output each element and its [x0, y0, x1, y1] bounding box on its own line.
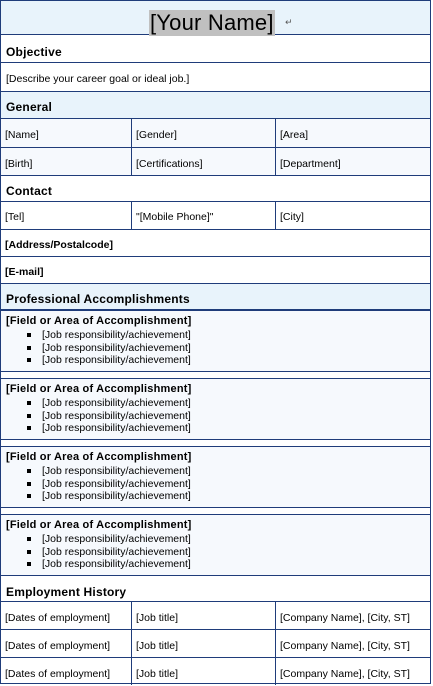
department-field[interactable]: [Department] [280, 158, 341, 170]
achievement-item[interactable]: [Job responsibility/achievement] [27, 490, 191, 503]
employment-row [1, 602, 430, 630]
accomplishment-group [1, 378, 430, 440]
accomplishment-field[interactable]: [Field or Area of Accomplishment] [6, 383, 192, 395]
achievement-list [27, 533, 191, 571]
job-title[interactable]: [Job title] [136, 640, 179, 652]
achievement-item[interactable]: [Job responsibility/achievement] [27, 533, 191, 546]
accomplishment-group [1, 446, 430, 508]
gender-field[interactable]: [Gender] [136, 129, 177, 141]
contact-heading: Contact [6, 184, 53, 198]
achievement-list [27, 329, 191, 367]
general-row-1 [1, 119, 430, 148]
accomplishment-field[interactable]: [Field or Area of Accomplishment] [6, 451, 192, 463]
accomplishments-heading: Professional Accomplishments [6, 292, 190, 306]
column-divider [275, 119, 276, 176]
birth-field[interactable]: [Birth] [5, 158, 33, 170]
job-title[interactable]: [Job title] [136, 668, 179, 680]
employment-row [1, 630, 430, 658]
general-header [1, 92, 430, 119]
job-title[interactable]: [Job title] [136, 612, 179, 624]
accomplishments-header [1, 284, 430, 310]
objective-row [1, 63, 430, 92]
achievement-item[interactable]: [Job responsibility/achievement] [27, 546, 191, 559]
achievement-item[interactable]: [Job responsibility/achievement] [27, 410, 191, 423]
certifications-field[interactable]: [Certifications] [136, 158, 203, 170]
area-field[interactable]: [Area] [280, 129, 309, 141]
mobile-phone-field[interactable]: "[Mobile Phone]" [136, 211, 214, 223]
name-field[interactable]: [Name] [5, 129, 39, 141]
tel-field[interactable]: [Tel] [5, 211, 25, 223]
column-divider [275, 602, 276, 685]
column-divider [131, 202, 132, 230]
achievement-item[interactable]: [Job responsibility/achievement] [27, 465, 191, 478]
contact-header [1, 176, 430, 202]
achievement-list [27, 465, 191, 503]
address-row [1, 230, 430, 257]
address-field[interactable]: [Address/Postalcode] [5, 239, 113, 251]
email-field[interactable]: [E-mail] [5, 266, 44, 278]
accomplishment-field[interactable]: [Field or Area of Accomplishment] [6, 519, 192, 531]
company-location[interactable]: [Company Name], [City, ST] [280, 668, 410, 680]
paragraph-mark: ↵ [285, 17, 293, 27]
city-field[interactable]: [City] [280, 211, 304, 223]
achievement-list [27, 397, 191, 435]
objective-header [1, 35, 430, 63]
column-divider [131, 119, 132, 176]
column-divider [275, 202, 276, 230]
resume-title[interactable]: [Your Name] [150, 10, 274, 35]
accomplishment-group [1, 310, 430, 372]
general-row-2 [1, 148, 430, 176]
dates-of-employment[interactable]: [Dates of employment] [5, 668, 111, 680]
achievement-item[interactable]: [Job responsibility/achievement] [27, 329, 191, 342]
dates-of-employment[interactable]: [Dates of employment] [5, 640, 111, 652]
achievement-item[interactable]: [Job responsibility/achievement] [27, 558, 191, 571]
achievement-item[interactable]: [Job responsibility/achievement] [27, 422, 191, 435]
company-location[interactable]: [Company Name], [City, ST] [280, 612, 410, 624]
employment-row [1, 658, 430, 685]
achievement-item[interactable]: [Job responsibility/achievement] [27, 354, 191, 367]
accomplishment-field[interactable]: [Field or Area of Accomplishment] [6, 315, 192, 327]
employment-heading: Employment History [6, 585, 127, 599]
dates-of-employment[interactable]: [Dates of employment] [5, 612, 111, 624]
accomplishment-group [1, 514, 430, 576]
title-band [1, 1, 430, 35]
achievement-item[interactable]: [Job responsibility/achievement] [27, 478, 191, 491]
achievement-item[interactable]: [Job responsibility/achievement] [27, 342, 191, 355]
objective-heading: Objective [6, 45, 62, 59]
employment-header [1, 576, 430, 602]
objective-text[interactable]: [Describe your career goal or ideal job.] [6, 73, 190, 85]
general-heading: General [6, 100, 53, 114]
email-row [1, 257, 430, 284]
company-location[interactable]: [Company Name], [City, ST] [280, 640, 410, 652]
contact-row-1 [1, 202, 430, 230]
column-divider [131, 602, 132, 685]
achievement-item[interactable]: [Job responsibility/achievement] [27, 397, 191, 410]
